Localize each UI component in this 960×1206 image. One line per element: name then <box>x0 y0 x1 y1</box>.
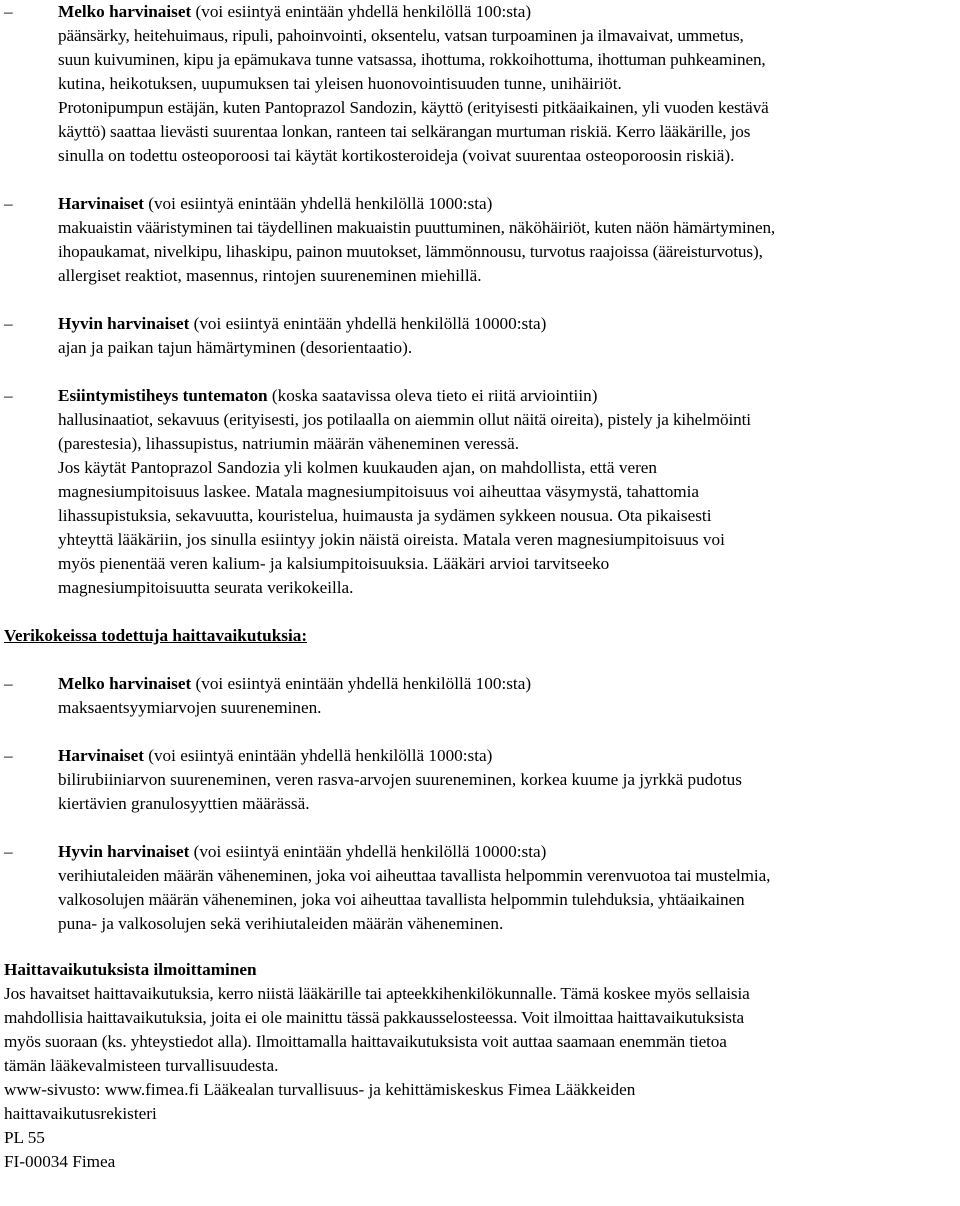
lab-effect-rare <box>4 744 944 816</box>
text-line: maksaentsyymiarvojen suureneminen. <box>58 698 322 717</box>
frequency-label: Harvinaiset <box>58 194 144 213</box>
dash-bullet: – <box>4 386 13 405</box>
text-line: tämän lääkevalmisteen turvallisuudesta. <box>4 1056 279 1075</box>
frequency-note: (voi esiintyä enintään yhdellä henkilöllä 10000:sta) <box>189 842 547 861</box>
frequency-label: Harvinaiset <box>58 746 144 765</box>
side-effect-very-rare <box>4 312 944 360</box>
text-line: makuaistin vääristyminen tai täydellinen makuaistin puuttuminen, näköhäiriöt, kuten näön hämärtyminen, <box>58 218 776 237</box>
text-line: lihassupistuksia, sekavuutta, kouristelua, huimausta ja sydämen sykkeen nousua. Ota pikaisesti <box>58 506 712 525</box>
text-line: kutina, heikotuksen, uupumuksen tai yleisen huonovointisuuden tunne, unihäiriöt. <box>58 74 622 93</box>
dash-bullet: – <box>4 194 13 213</box>
text-line: magnesiumpitoisuus laskee. Matala magnesiumpitoisuus voi aiheuttaa väsymystä, tahattomia <box>58 482 700 501</box>
side-effect-rare <box>4 192 944 288</box>
dash-bullet: – <box>4 674 13 693</box>
lab-effect-uncommon <box>4 672 944 720</box>
reporting-heading: Haittavaikutuksista ilmoittaminen <box>4 960 257 979</box>
frequency-label: Melko harvinaiset <box>58 674 192 693</box>
lab-effect-very-rare <box>4 840 944 936</box>
text-line: Jos havaitset haittavaikutuksia, kerro niistä lääkärille tai apteekkihenkilökunnalle. Tämä koskee myös sellaisia <box>4 984 750 1003</box>
frequency-note: (koska saatavissa oleva tieto ei riitä arviointiin) <box>267 386 598 405</box>
text-line: verihiutaleiden määrän väheneminen, joka voi aiheuttaa tavallista helpommin verenvuotoa tai mustelmia, <box>58 866 771 885</box>
postal-code: FI-00034 Fimea <box>4 1152 116 1171</box>
frequency-label: Esiintymistiheys tuntematon <box>58 386 268 405</box>
text-line: Protonipumpun estäjän, kuten Pantoprazol Sandozin, käyttö (erityisesti pitkäaikainen, yli vuoden kestävä <box>58 98 769 117</box>
frequency-note: (voi esiintyä enintään yhdellä henkilöllä 100:sta) <box>191 674 532 693</box>
frequency-label: Melko harvinaiset <box>58 2 192 21</box>
text-line: mahdollisia haittavaikutuksia, joita ei ole mainittu tässä pakkausselosteessa. Voit ilmoittaa haittavaikutuksista <box>4 1008 745 1027</box>
text-line: bilirubiiniarvon suureneminen, veren rasva-arvojen suureneminen, korkea kuume ja jyrkkä pudotus <box>58 770 742 789</box>
website-line: www-sivusto: www.fimea.fi Lääkealan turvallisuus- ja kehittämiskeskus Fimea Lääkkeiden <box>4 1080 636 1099</box>
reporting-section <box>4 958 944 1174</box>
text-line: käyttö) saattaa lievästi suurentaa lonkan, ranteen tai selkärangan murtuman riskiä. Kerro lääkärille, jos <box>58 122 751 141</box>
side-effect-unknown <box>4 384 944 600</box>
text-line: kiertävien granulosyyttien määrässä. <box>58 794 310 813</box>
text-line: Jos käytät Pantoprazol Sandozia yli kolmen kuukauden ajan, on mahdollista, että veren <box>58 458 658 477</box>
text-line: myös suoraan (ks. yhteystiedot alla). Ilmoittamalla haittavaikutuksista voit auttaa saamaan enemmän tietoa <box>4 1032 727 1051</box>
postal-box: PL 55 <box>4 1128 45 1147</box>
text-line: päänsärky, heitehuimaus, ripuli, pahoinvointi, oksentelu, vatsan turpoaminen ja ilmavaivat, ummetus, <box>58 26 744 45</box>
text-line: ajan ja paikan tajun hämärtyminen (desorientaatio). <box>58 338 413 357</box>
frequency-note: (voi esiintyä enintään yhdellä henkilöllä 1000:sta) <box>143 194 493 213</box>
text-line: puna- ja valkosolujen sekä verihiutaleiden määrän väheneminen. <box>58 914 504 933</box>
frequency-label: Hyvin harvinaiset <box>58 314 190 333</box>
text-line: (parestesia), lihassupistus, natriumin määrän väheneminen veressä. <box>58 434 520 453</box>
dash-bullet: – <box>4 842 13 861</box>
text-line: ihopaukamat, nivelkipu, lihaskipu, painon muutokset, lämmönnousu, turvotus raajoissa (ääreisturvotus), <box>58 242 763 261</box>
text-line: yhteyttä lääkäriin, jos sinulla esiintyy jokin näistä oireista. Matala veren magnesiumpitoisuus voi <box>58 530 725 549</box>
text-line: myös pienentää veren kalium- ja kalsiumpitoisuuksia. Lääkäri arvioi tarvitseeko <box>58 554 610 573</box>
dash-bullet: – <box>4 2 13 21</box>
text-line: suun kuivuminen, kipu ja epämukava tunne vatsassa, ihottuma, rokkoihottuma, ihottuman puhkeaminen, <box>58 50 766 69</box>
side-effect-uncommon <box>4 0 944 168</box>
text-line: sinulla on todettu osteoporoosi tai käytät kortikosteroideja (voivat suurentaa osteoporoosin riskiä). <box>58 146 735 165</box>
lab-findings-heading: Verikokeissa todettuja haittavaikutuksia: <box>4 626 308 645</box>
text-line: hallusinaatiot, sekavuus (erityisesti, jos potilaalla on aiemmin ollut näitä oireita), pistely ja kihelmöinti <box>58 410 751 429</box>
dash-bullet: – <box>4 314 13 333</box>
frequency-note: (voi esiintyä enintään yhdellä henkilöllä 100:sta) <box>191 2 532 21</box>
text-line: valkosolujen määrän väheneminen, joka voi aiheuttaa tavallista helpommin tulehduksia, yhtäaikainen <box>58 890 745 909</box>
frequency-note: (voi esiintyä enintään yhdellä henkilöllä 10000:sta) <box>189 314 547 333</box>
frequency-label: Hyvin harvinaiset <box>58 842 190 861</box>
dash-bullet: – <box>4 746 13 765</box>
text-line: magnesiumpitoisuutta seurata verikokeilla. <box>58 578 354 597</box>
text-line: haittavaikutusrekisteri <box>4 1104 157 1123</box>
text-line: allergiset reaktiot, masennus, rintojen suureneminen miehillä. <box>58 266 482 285</box>
frequency-note: (voi esiintyä enintään yhdellä henkilöllä 1000:sta) <box>143 746 493 765</box>
